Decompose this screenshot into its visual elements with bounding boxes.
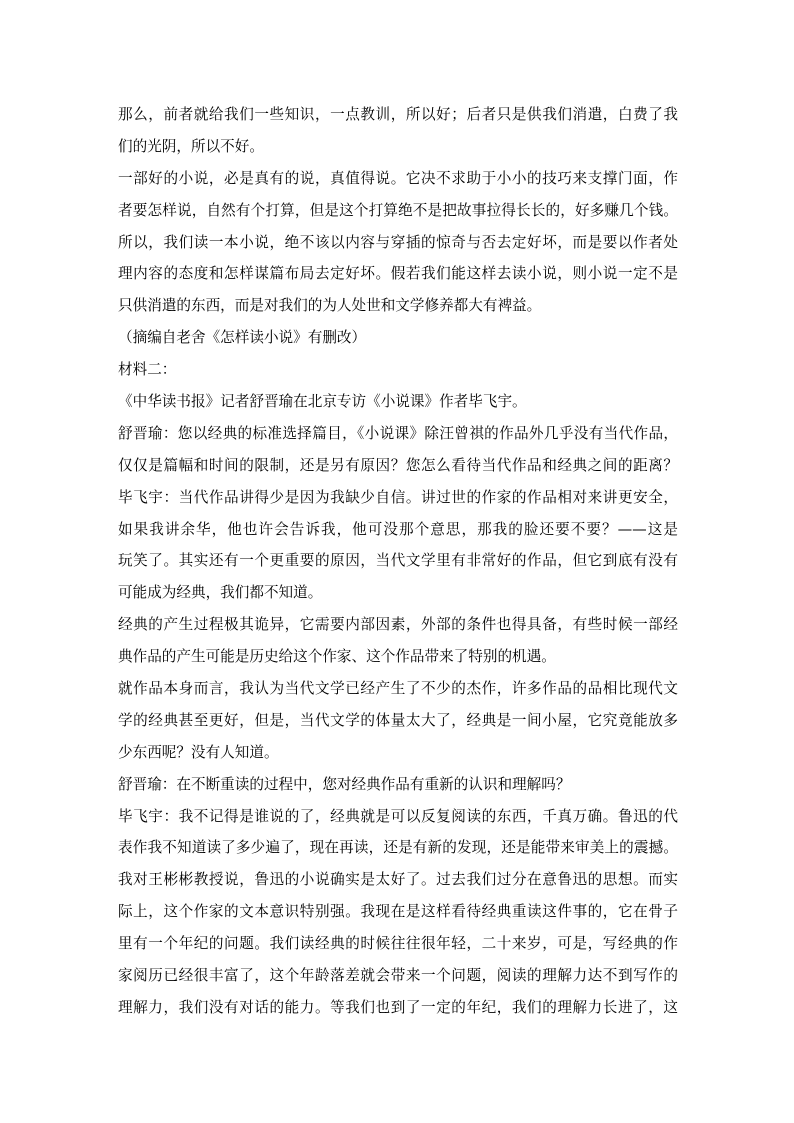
text-line: 《中华读书报》记者舒晋瑜在北京专访《小说课》作者毕飞宇。 <box>118 393 527 411</box>
text-line: 毕飞宇：我不记得是谁说的了，经典就是可以反复阅读的东西，千真万确。鲁迅的代 <box>118 807 678 825</box>
text-line: 典作品的产生可能是历史给这个作家、这个作品带来了特别的机遇。 <box>118 648 556 666</box>
text-line: 只供消遣的东西，而是对我们的为人处世和文学修养都大有裨益。 <box>118 297 542 315</box>
text-line: 舒晋瑜：在不断重读的过程中，您对经典作品有重新的认识和理解吗？ <box>118 775 571 793</box>
text-line: 理内容的态度和怎样谋篇布局去定好坏。假若我们能这样去读小说，则小说一定不是 <box>118 265 678 283</box>
text-line: 际上，这个作家的文本意识特别强。我现在是这样看待经典重读这件事的，它在骨子 <box>118 903 678 921</box>
text-line: 表作我不知道读了多少遍了，现在再读，还是有新的发现，还是能带来审美上的震撼。 <box>118 839 678 857</box>
text-line: 少东西呢？没有人知道。 <box>118 743 279 761</box>
text-line: 家阅历已经很丰富了，这个年龄落差就会带来一个问题，阅读的理解力达不到写作的 <box>118 967 678 985</box>
text-line: 们的光阴，所以不好。 <box>118 137 264 155</box>
text-line: 里有一个年纪的问题。我们读经典的时候往往很年轻，二十来岁，可是，写经典的作 <box>118 935 678 953</box>
text-line: 玩笑了。其实还有一个更重要的原因，当代文学里有非常好的作品，但它到底有没有 <box>118 552 678 570</box>
text-line: 那么，前者就给我们一些知识，一点教训，所以好；后者只是供我们消遣，白费了我 <box>118 106 678 123</box>
text-line: 材料二： <box>118 361 177 379</box>
text-line: 学的经典甚至更好，但是，当代文学的体量太大了，经典是一间小屋，它究竟能放多 <box>118 711 678 729</box>
text-line: 仅仅是篇幅和时间的限制，还是另有原因？您怎么看待当代作品和经典之间的距离？ <box>118 456 678 474</box>
text-line: 可能成为经典，我们都不知道。 <box>118 584 323 602</box>
text-line: 如果我讲余华，他也许会告诉我，他可没那个意思，那我的脸还要不要？——这是 <box>118 520 678 538</box>
text-line: 我对王彬彬教授说，鲁迅的小说确实是太好了。过去我们过分在意鲁迅的思想。而实 <box>118 871 678 889</box>
text-line: 经典的产生过程极其诡异，它需要内部因素，外部的条件也得具备，有些时候一部经 <box>118 616 678 634</box>
text-line: 就作品本身而言，我认为当代文学已经产生了不少的杰作，许多作品的品相比现代文 <box>118 680 678 698</box>
text-line: 理解力，我们没有对话的能力。等我们也到了一定的年纪，我们的理解力长进了，这 <box>118 998 678 1016</box>
article-body <box>118 99 678 1024</box>
text-line: 毕飞宇：当代作品讲得少是因为我缺少自信。讲过世的作家的作品相对来讲更安全， <box>118 488 678 506</box>
text-line: （摘编自老舍《怎样读小说》有删改） <box>118 329 367 347</box>
text-line: 舒晋瑜：您以经典的标准选择篇目，《小说课》除汪曾祺的作品外几乎没有当代作品， <box>118 424 678 442</box>
text-line: 所以，我们读一本小说，绝不该以内容与穿插的惊奇与否去定好坏，而是要以作者处 <box>118 233 678 251</box>
text-line: 一部好的小说，必是真有的说，真值得说。它决不求助于小小的技巧来支撑门面，作 <box>118 169 678 187</box>
text-line: 者要怎样说，自然有个打算，但是这个打算绝不是把故事拉得长长的，好多赚几个钱。 <box>118 201 678 219</box>
